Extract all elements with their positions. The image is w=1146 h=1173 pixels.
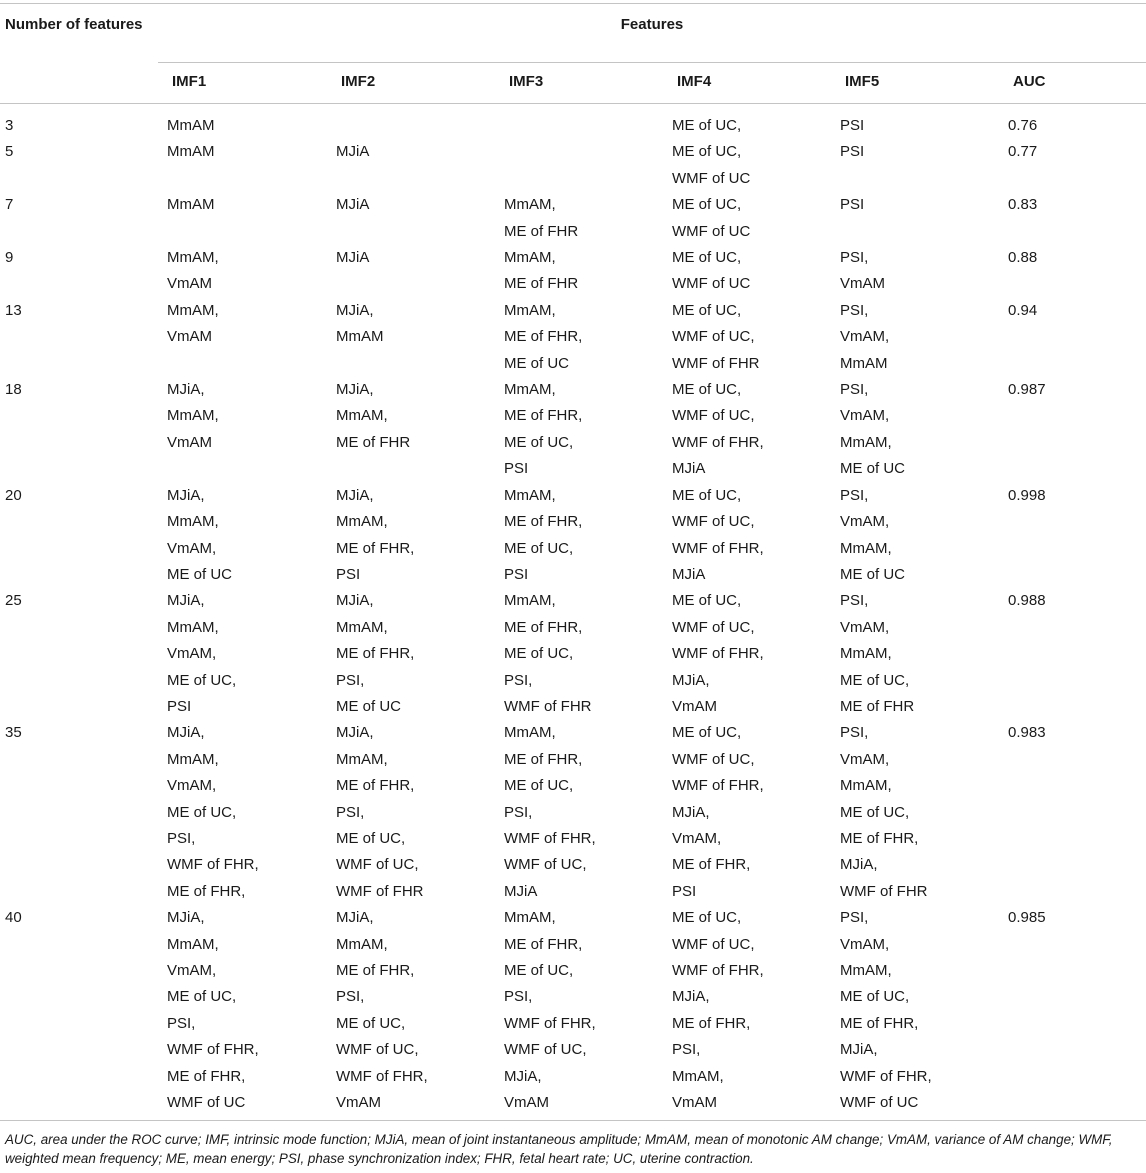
cell-imf2	[336, 245, 504, 298]
feature-item: ME of FHR,	[504, 513, 583, 531]
feature-item: VmAM	[167, 433, 212, 451]
feature-item: MmAM,	[504, 249, 556, 267]
feature-item: WMF of UC,	[672, 750, 755, 768]
feature-item: ME of UC,	[167, 988, 237, 1006]
cell-imf1	[167, 192, 336, 245]
cell-imf4	[672, 483, 840, 589]
feature-item: PSI	[504, 565, 529, 583]
feature-item: PSI	[167, 697, 192, 715]
cell-auc: 0.83	[1008, 196, 1038, 214]
feature-item: ME of UC	[336, 697, 402, 715]
cell-imf1	[167, 139, 336, 192]
feature-item: PSI,	[840, 909, 869, 927]
feature-item: WMF of UC	[167, 1094, 246, 1112]
feature-item: PSI,	[167, 829, 196, 847]
feature-item: WMF of UC,	[336, 856, 419, 874]
feature-item: ME of UC,	[672, 196, 742, 214]
feature-item: MJiA,	[167, 592, 205, 610]
column-header-imf4: IMF4	[677, 73, 712, 90]
cell-imf5	[840, 905, 1008, 1116]
feature-item: MmAM,	[840, 539, 892, 557]
cell-imf1	[167, 377, 336, 483]
feature-item: ME of UC,	[672, 143, 742, 161]
feature-item: ME of UC,	[504, 645, 574, 663]
feature-item: ME of UC,	[504, 962, 574, 979]
feature-item: VmAM	[504, 1094, 549, 1112]
table-row	[0, 113, 1146, 139]
feature-item: ME of FHR,	[167, 882, 246, 900]
feature-item: MmAM	[336, 328, 384, 346]
feature-item: PSI,	[504, 988, 533, 1006]
feature-item: VmAM,	[840, 513, 890, 531]
feature-item: PSI	[840, 196, 865, 214]
feature-item: MJiA,	[840, 1041, 878, 1059]
feature-item: PSI,	[840, 249, 869, 267]
feature-item: ME of UC,	[336, 829, 406, 847]
header-number-of-features: Number of features	[5, 16, 143, 33]
feature-item: ME of UC,	[504, 539, 574, 557]
column-header-imf2: IMF2	[341, 73, 376, 90]
feature-item: WMF of FHR,	[672, 777, 764, 795]
feature-item: WMF of UC,	[672, 407, 755, 425]
feature-item: PSI	[840, 143, 865, 161]
feature-item: VmAM,	[167, 962, 217, 979]
cell-imf2	[336, 588, 504, 720]
cell-imf5	[840, 720, 1008, 905]
feature-item: WMF of UC,	[672, 935, 755, 953]
feature-item: WMF of FHR,	[336, 1067, 428, 1085]
feature-item: MJiA,	[840, 856, 878, 874]
feature-item: MJiA	[672, 460, 706, 478]
feature-item: PSI,	[167, 1014, 196, 1032]
feature-item: VmAM	[167, 328, 212, 346]
feature-item: MJiA,	[167, 909, 205, 927]
feature-item: WMF of FHR,	[672, 539, 764, 557]
feature-item: WMF of FHR,	[504, 1014, 596, 1032]
table-row	[0, 192, 1146, 245]
feature-item: VmAM,	[672, 829, 722, 847]
feature-item: VmAM	[336, 1094, 381, 1112]
column-header-imf1: IMF1	[172, 73, 207, 90]
feature-item: WMF of UC,	[672, 328, 755, 346]
feature-item: PSI,	[336, 988, 365, 1006]
cell-imf5	[840, 298, 1008, 377]
feature-item: MJiA	[672, 565, 706, 583]
feature-item: ME of UC,	[840, 803, 910, 821]
cell-number-of-features: 20	[5, 486, 22, 504]
cell-imf3	[504, 905, 672, 1116]
cell-number-of-features: 5	[5, 143, 14, 161]
feature-item: ME of FHR,	[672, 1014, 751, 1032]
feature-item: MmAM,	[167, 407, 219, 425]
feature-item: ME of UC	[840, 565, 906, 583]
cell-imf5	[840, 192, 1008, 245]
feature-item: WMF of FHR,	[672, 962, 764, 979]
feature-item: PSI	[840, 117, 865, 134]
cell-auc: 0.76	[1008, 117, 1038, 134]
feature-item: ME of UC,	[840, 671, 910, 689]
cell-imf4	[672, 192, 840, 245]
cell-imf4	[672, 113, 840, 139]
cell-auc: 0.998	[1008, 486, 1046, 504]
column-header-imf5: IMF5	[845, 73, 880, 90]
feature-item: WMF of FHR,	[167, 856, 259, 874]
feature-item: VmAM,	[840, 407, 890, 425]
cell-imf1	[167, 113, 336, 139]
feature-item: ME of FHR,	[672, 856, 751, 874]
feature-item: ME of UC,	[504, 433, 574, 451]
feature-item: MJiA,	[504, 1067, 542, 1085]
feature-item: MmAM,	[167, 513, 219, 531]
table-row	[0, 905, 1146, 1116]
feature-item: WMF of UC,	[504, 856, 587, 874]
cell-imf3	[504, 139, 672, 192]
feature-item: WMF of FHR	[336, 882, 424, 900]
cell-imf1	[167, 245, 336, 298]
feature-item: MmAM	[167, 196, 215, 214]
feature-item: ME of FHR,	[840, 829, 919, 847]
cell-imf5	[840, 588, 1008, 720]
feature-item: ME of FHR,	[336, 962, 415, 979]
feature-item: VmAM	[672, 1094, 717, 1112]
cell-imf2	[336, 192, 504, 245]
feature-item: MJiA,	[336, 592, 374, 610]
cell-imf2	[336, 720, 504, 905]
feature-item: MmAM,	[840, 433, 892, 451]
feature-item: WMF of UC	[840, 1094, 919, 1112]
feature-item: ME of UC,	[167, 671, 237, 689]
feature-item: MJiA	[336, 196, 370, 214]
cell-imf3	[504, 377, 672, 483]
feature-item: MJiA,	[167, 486, 205, 504]
cell-imf3	[504, 245, 672, 298]
cell-number-of-features: 9	[5, 249, 14, 267]
feature-item: ME of UC,	[504, 777, 574, 795]
feature-item: ME of UC	[840, 460, 906, 478]
column-header-imf3: IMF3	[509, 73, 544, 90]
cell-imf3	[504, 720, 672, 905]
cell-imf3	[504, 588, 672, 720]
cell-imf5	[840, 483, 1008, 589]
feature-item: MJiA,	[336, 301, 374, 319]
feature-item: ME of FHR	[840, 697, 915, 715]
features-underline	[158, 62, 1146, 63]
feature-item: ME of FHR,	[167, 1067, 246, 1085]
feature-item: ME of FHR,	[504, 935, 583, 953]
feature-item: MmAM,	[336, 750, 388, 768]
feature-item: MmAM,	[504, 301, 556, 319]
feature-item: VmAM,	[840, 750, 890, 768]
feature-item: ME of UC,	[672, 592, 742, 610]
cell-imf4	[672, 720, 840, 905]
feature-item: MJiA,	[336, 486, 374, 504]
cell-auc: 0.88	[1008, 249, 1038, 267]
feature-item: ME of UC,	[167, 803, 237, 821]
feature-item: WMF of UC,	[672, 618, 755, 636]
cell-imf4	[672, 245, 840, 298]
feature-item: WMF of FHR,	[167, 1041, 259, 1059]
cell-imf3	[504, 298, 672, 377]
cell-imf2	[336, 298, 504, 377]
feature-item: VmAM	[672, 697, 717, 715]
feature-item: ME of UC,	[672, 486, 742, 504]
feature-item: ME of UC,	[840, 988, 910, 1006]
cell-imf1	[167, 483, 336, 589]
feature-item: MmAM,	[336, 935, 388, 953]
feature-item: MJiA,	[672, 803, 710, 821]
feature-item: PSI	[504, 460, 529, 478]
feature-item: ME of FHR	[504, 275, 579, 293]
feature-item: PSI,	[336, 803, 365, 821]
feature-item: ME of UC,	[672, 909, 742, 927]
cell-number-of-features: 35	[5, 724, 22, 742]
feature-item: WMF of UC	[672, 275, 751, 293]
cell-auc: 0.77	[1008, 143, 1038, 161]
cell-imf3	[504, 483, 672, 589]
feature-item: WMF of FHR	[504, 697, 592, 715]
feature-item: WMF of UC,	[672, 513, 755, 531]
cell-imf2	[336, 113, 504, 139]
feature-item: MJiA,	[336, 909, 374, 927]
feature-item: MmAM,	[504, 909, 556, 927]
feature-item: MJiA,	[336, 381, 374, 399]
feature-item: PSI,	[672, 1041, 701, 1059]
feature-item: MmAM,	[336, 407, 388, 425]
cell-auc: 0.987	[1008, 381, 1046, 399]
table-row	[0, 588, 1146, 720]
header-rule	[0, 103, 1146, 104]
cell-imf3	[504, 113, 672, 139]
feature-item: MJiA	[336, 249, 370, 267]
cell-imf1	[167, 905, 336, 1116]
cell-imf2	[336, 139, 504, 192]
feature-item: ME of UC,	[672, 724, 742, 742]
feature-item: VmAM,	[167, 539, 217, 557]
cell-imf4	[672, 905, 840, 1116]
table-row	[0, 298, 1146, 377]
feature-item: ME of FHR,	[504, 750, 583, 768]
feature-item: MmAM	[840, 354, 888, 372]
feature-item: VmAM,	[167, 777, 217, 795]
feature-item: PSI,	[840, 592, 869, 610]
feature-item: ME of FHR,	[336, 645, 415, 663]
feature-item: ME of FHR	[504, 222, 579, 240]
cell-imf5	[840, 377, 1008, 483]
feature-item: ME of UC,	[672, 301, 742, 319]
feature-item: MmAM,	[504, 381, 556, 399]
header-features: Features	[620, 16, 684, 33]
feature-item: WMF of FHR	[840, 882, 928, 900]
feature-item: ME of UC,	[672, 249, 742, 267]
feature-item: VmAM	[840, 275, 885, 293]
feature-item: MmAM,	[167, 618, 219, 636]
feature-item: ME of FHR	[336, 433, 411, 451]
feature-item: PSI,	[840, 301, 869, 319]
feature-item: MmAM,	[504, 592, 556, 610]
cell-imf2	[336, 377, 504, 483]
feature-item: WMF of UC	[672, 222, 751, 240]
feature-item: MmAM,	[504, 724, 556, 742]
feature-item: VmAM	[167, 275, 212, 293]
feature-item: WMF of FHR	[672, 354, 760, 372]
table-row	[0, 720, 1146, 905]
feature-item: PSI,	[840, 486, 869, 504]
feature-item: ME of FHR,	[336, 777, 415, 795]
feature-item: WMF of FHR,	[504, 829, 596, 847]
feature-item: MJiA,	[167, 381, 205, 399]
table-footnote: AUC, area under the ROC curve; IMF, intrinsic mode function; MJiA, mean of joint instantaneous amplitude; MmAM, mean of monotonic AM change; VmAM, variance of AM change; WMF, weighted mean frequency; ME, mean energy; PSI, phase synchronization index; FHR, fetal heart rate; UC, uterine contraction.	[5, 1132, 1113, 1166]
feature-item: MmAM,	[167, 301, 219, 319]
cell-imf2	[336, 905, 504, 1116]
feature-item: MmAM	[167, 117, 215, 134]
top-rule	[0, 3, 1146, 4]
feature-item: ME of FHR,	[336, 539, 415, 557]
column-header-auc: AUC	[1013, 73, 1046, 90]
feature-item: WMF of FHR,	[672, 433, 764, 451]
feature-item: PSI	[672, 882, 697, 900]
feature-item: MmAM,	[504, 486, 556, 504]
cell-imf4	[672, 298, 840, 377]
feature-item: ME of FHR,	[504, 328, 583, 346]
feature-item: VmAM,	[840, 328, 890, 346]
cell-imf5	[840, 113, 1008, 139]
feature-item: PSI,	[840, 724, 869, 742]
bottom-rule	[0, 1120, 1146, 1121]
feature-item: MmAM,	[167, 249, 219, 267]
feature-item: WMF of FHR,	[672, 645, 764, 663]
feature-item: ME of FHR,	[504, 407, 583, 425]
feature-item: MmAM,	[840, 777, 892, 795]
feature-item: MJiA,	[672, 988, 710, 1006]
feature-item: MmAM,	[840, 962, 892, 979]
table-row	[0, 377, 1146, 483]
feature-item: MmAM,	[336, 513, 388, 531]
feature-item: ME of UC,	[672, 117, 742, 134]
table-row	[0, 245, 1146, 298]
cell-imf2	[336, 483, 504, 589]
cell-imf3	[504, 192, 672, 245]
feature-item: VmAM,	[167, 645, 217, 663]
feature-item: MJiA,	[336, 724, 374, 742]
cell-imf4	[672, 588, 840, 720]
feature-item: WMF of UC	[672, 169, 751, 187]
feature-item: ME of UC	[167, 565, 233, 583]
feature-item: ME of FHR,	[504, 618, 583, 636]
feature-item: ME of UC,	[336, 1014, 406, 1032]
cell-imf1	[167, 720, 336, 905]
cell-imf4	[672, 377, 840, 483]
cell-auc: 0.983	[1008, 724, 1046, 742]
table-row	[0, 483, 1146, 589]
feature-item: MmAM,	[840, 645, 892, 663]
feature-item: PSI,	[336, 671, 365, 689]
feature-item: WMF of FHR,	[840, 1067, 932, 1085]
cell-auc: 0.988	[1008, 592, 1046, 610]
cell-number-of-features: 7	[5, 196, 14, 214]
cell-auc: 0.94	[1008, 301, 1038, 319]
cell-number-of-features: 18	[5, 381, 22, 399]
feature-item: MJiA,	[167, 724, 205, 742]
table-body	[0, 113, 1146, 1116]
feature-item: MmAM,	[167, 750, 219, 768]
feature-item: MmAM,	[672, 1067, 724, 1085]
cell-number-of-features: 3	[5, 117, 14, 134]
feature-item: ME of UC	[504, 354, 570, 372]
feature-item: WMF of UC,	[504, 1041, 587, 1059]
cell-imf5	[840, 139, 1008, 192]
feature-item: ME of FHR,	[840, 1014, 919, 1032]
feature-item: MmAM,	[167, 935, 219, 953]
cell-number-of-features: 25	[5, 592, 22, 610]
feature-item: PSI	[336, 565, 361, 583]
cell-number-of-features: 13	[5, 301, 22, 319]
feature-item: MJiA	[336, 143, 370, 161]
feature-item: PSI,	[840, 381, 869, 399]
feature-item: MmAM	[167, 143, 215, 161]
feature-item: WMF of UC,	[336, 1041, 419, 1059]
feature-item: MJiA,	[672, 671, 710, 689]
feature-item: MmAM,	[336, 618, 388, 636]
table-row	[0, 139, 1146, 192]
feature-item: ME of UC,	[672, 381, 742, 399]
feature-item: VmAM,	[840, 618, 890, 636]
cell-imf1	[167, 298, 336, 377]
cell-imf5	[840, 245, 1008, 298]
cell-imf4	[672, 139, 840, 192]
feature-item: VmAM,	[840, 935, 890, 953]
feature-item: PSI,	[504, 803, 533, 821]
feature-item: PSI,	[504, 671, 533, 689]
feature-item: MmAM,	[504, 196, 556, 214]
feature-item: MJiA	[504, 882, 538, 900]
cell-auc: 0.985	[1008, 909, 1046, 927]
cell-number-of-features: 40	[5, 909, 22, 927]
cell-imf1	[167, 588, 336, 720]
